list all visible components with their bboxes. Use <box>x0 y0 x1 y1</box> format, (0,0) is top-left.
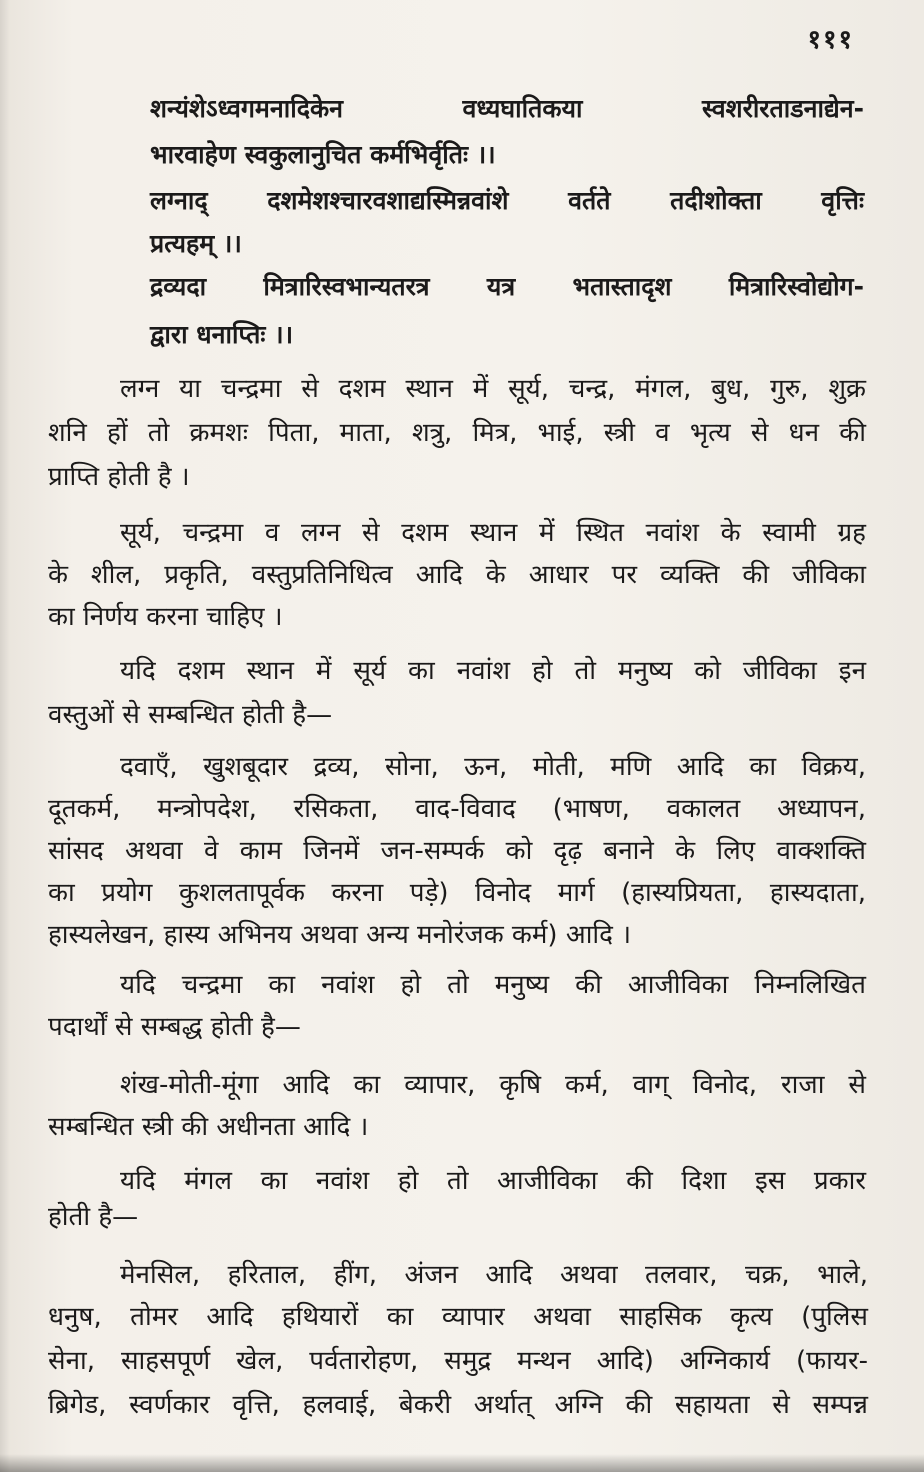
verse-line-2: भारवाहेण स्वकुलानुचित कर्मभिर्वृतिः ।। <box>150 140 496 169</box>
paragraph-8-line-3: सेना, साहसपूर्ण खेल, पर्वतारोहण, समुद्र मन्थन आदि) अग्निकार्य (फायर- <box>48 1346 868 1376</box>
verse-line-4: प्रत्यहम् ।। <box>150 229 242 258</box>
paragraph-1-line-3: प्राप्ति होती है । <box>48 462 190 492</box>
paragraph-5-line-2: पदार्थों से सम्बद्ध होती है— <box>48 1012 301 1042</box>
paragraph-6-line-2: सम्बन्धित स्त्री की अधीनता आदि । <box>48 1112 369 1142</box>
page-bottom-shadow <box>0 1454 924 1472</box>
paragraph-4-line-2: दूतकर्म, मन्त्रोपदेश, रसिकता, वाद-विवाद (भाषण, वकालत अध्यापन, <box>48 794 866 824</box>
paragraph-4-line-1: दवाएँ, खुशबूदार द्रव्य, सोना, ऊन, मोती, मणि आदि का विक्रय, <box>120 752 866 782</box>
paragraph-5-line-1: यदि चन्द्रमा का नवांश हो तो मनुष्य की आजीविका निम्नलिखित <box>120 970 866 1000</box>
paragraph-6-line-1: शंख-मोती-मूंगा आदि का व्यापार, कृषि कर्म, वाग् विनोद, राजा से <box>120 1070 866 1100</box>
paragraph-1-line-2: शनि हों तो क्रमशः पिता, माता, शत्रु, मित्र, भाई, स्त्री व भृत्य से धन की <box>48 418 866 448</box>
paragraph-7-line-2: होती है— <box>48 1202 139 1232</box>
verse-line-3: लग्नाद् दशमेशश्चारवशाद्यस्मिन्नवांशे वर्तते तदीशोक्ता वृत्तिः <box>150 186 864 215</box>
page-number: १११ <box>807 25 854 55</box>
paragraph-3-line-2: वस्तुओं से सम्बन्धित होती है— <box>48 700 333 730</box>
paragraph-2-line-1: सूर्य, चन्द्रमा व लग्न से दशम स्थान में स्थित नवांश के स्वामी ग्रह <box>120 518 866 548</box>
paragraph-7-line-1: यदि मंगल का नवांश हो तो आजीविका की दिशा इस प्रकार <box>120 1166 866 1196</box>
verse-line-1: शन्यंशेऽध्वगमनादिकेन वध्यघातिकया स्वशरीरताडनाद्येन- <box>150 94 864 123</box>
paragraph-3-line-1: यदि दशम स्थान में सूर्य का नवांश हो तो मनुष्य को जीविका इन <box>120 656 866 686</box>
paragraph-8-line-1: मेनसिल, हरिताल, हींग, अंजन आदि अथवा तलवार, चक्र, भाले, <box>120 1260 868 1290</box>
paragraph-4-line-4: का प्रयोग कुशलतापूर्वक करना पड़े) विनोद मार्ग (हास्यप्रियता, हास्यदाता, <box>48 878 866 908</box>
paragraph-4-line-3: सांसद अथवा वे काम जिनमें जन-सम्पर्क को दृढ़ बनाने के लिए वाक्शक्ति <box>48 836 866 866</box>
paragraph-2-line-2: के शील, प्रकृति, वस्तुप्रतिनिधित्व आदि के आधार पर व्यक्ति की जीविका <box>48 560 866 590</box>
paragraph-8-line-2: धनुष, तोमर आदि हथियारों का व्यापार अथवा साहसिक कृत्य (पुलिस <box>48 1302 868 1332</box>
paragraph-4-line-5: हास्यलेखन, हास्य अभिनय अथवा अन्य मनोरंजक कर्म) आदि । <box>48 920 632 950</box>
paragraph-8-line-4: ब्रिगेड, स्वर्णकार वृत्ति, हलवाई, बेकरी अर्थात् अग्नि की सहायता से सम्पन्न <box>48 1390 868 1420</box>
page-gutter-shadow <box>0 0 10 1472</box>
paragraph-2-line-3: का निर्णय करना चाहिए । <box>48 602 283 632</box>
verse-line-5: द्रव्यदा मित्रारिस्वभान्यतरत्र यत्र भतास्तादृश मित्रारिस्वोद्योग- <box>150 272 864 301</box>
verse-line-6: द्वारा धनाप्तिः ।। <box>150 320 294 349</box>
paragraph-1-line-1: लग्न या चन्द्रमा से दशम स्थान में सूर्य, चन्द्र, मंगल, बुध, गुरु, शुक्र <box>120 374 866 404</box>
